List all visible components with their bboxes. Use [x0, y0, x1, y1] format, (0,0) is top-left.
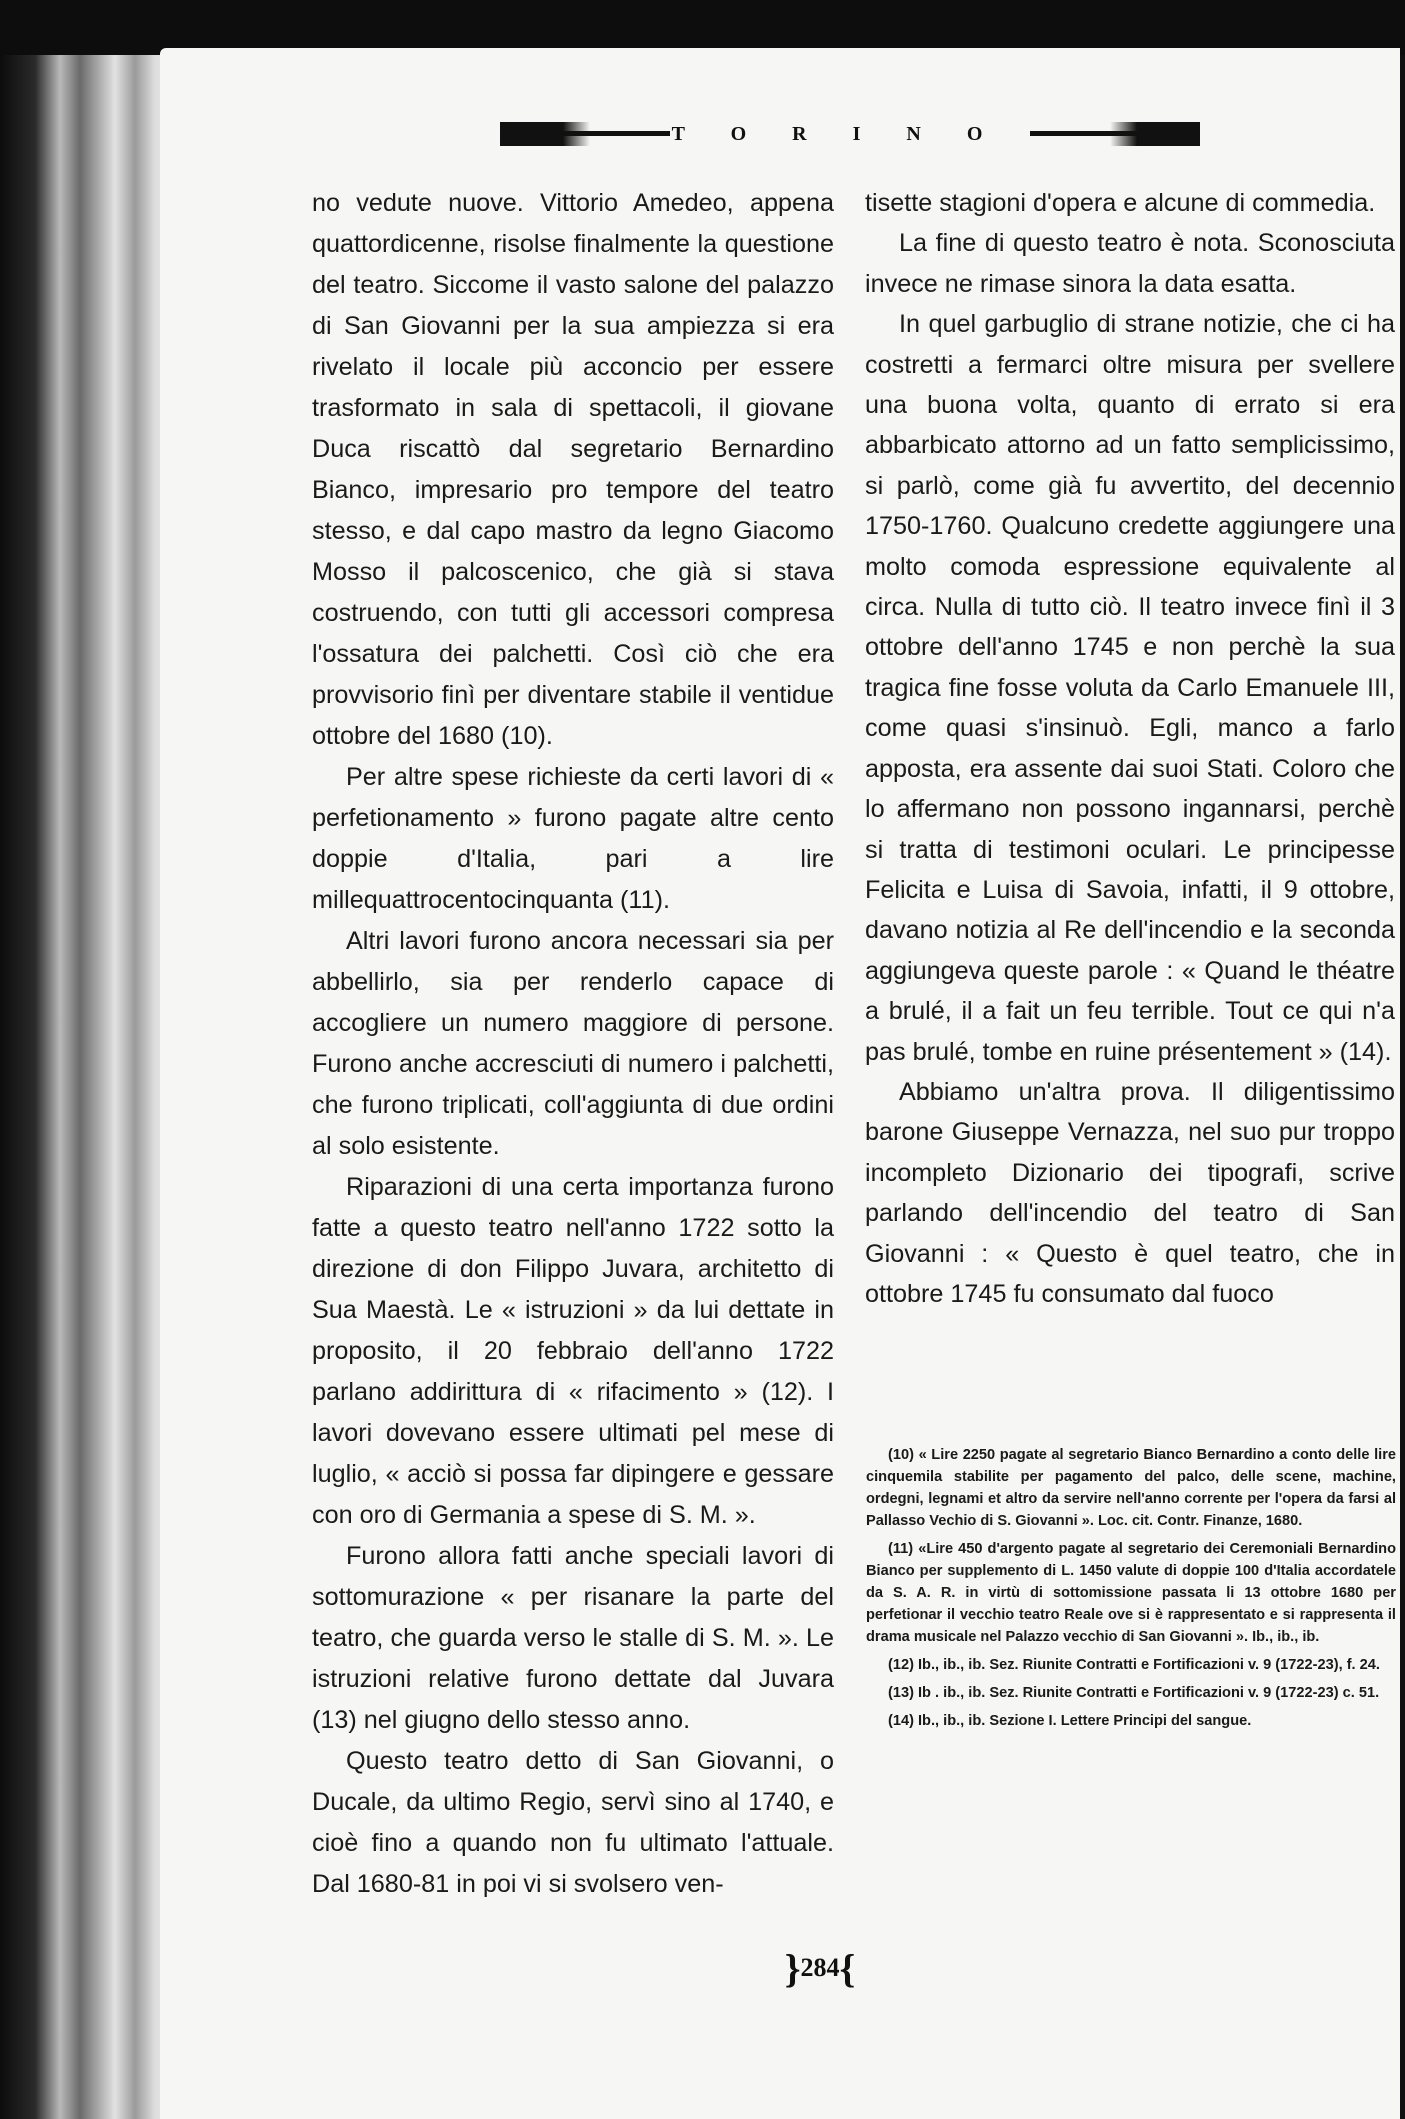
page-number: }284{: [784, 1946, 856, 1991]
paragraph: Altri lavori furono ancora necessari sia per abbellirlo, sia per renderlo capace di accogliere un numero maggiore di persone. Furono anche accresciuti di numero i palchetti, che furono triplicati, coll'aggiunta di due ordini al solo esistente.: [312, 927, 834, 1160]
running-header: [500, 122, 1200, 146]
paragraph: Furono allora fatti anche speciali lavori di sottomurazione « per risanare la parte del teatro, che guarda verso le stalle di S. M. ». Le istruzioni relative furono dettate dal Juvara (13) nel giugno dello stesso anno.: [312, 1542, 834, 1734]
paragraph: Questo teatro detto di San Giovanni, o Ducale, da ultimo Regio, servì sino al 1740, e cioè fino a quando non fu ultimato l'attuale. Dal 1680-81 in poi vi si svolsero ven-: [312, 1747, 834, 1898]
brace-right-ornament: {: [839, 1946, 856, 1991]
brace-left-ornament: }: [784, 1946, 801, 1991]
footnote: (14) Ib., ib., ib. Sezione I. Lettere Principi del sangue.: [888, 1713, 1252, 1729]
footnote: (10) « Lire 2250 pagate al segretario Bianco Bernardino a conto delle lire cinquemila stabilite per pagamento del palco, delle scene, machine, ordegni, legnami et altro da servire nell'anno corrente per l'opera da farsi al Pallasso Vechio di S. Giovanni ». Loc. cit. Contr. Finanze, 1680.: [866, 1447, 1396, 1529]
footnote: (12) Ib., ib., ib. Sez. Riunite Contratti e Fortificazioni v. 9 (1722-23), f. 24.: [888, 1657, 1380, 1673]
text-column-left: [312, 183, 834, 1905]
paragraph: In quel garbuglio di strane notizie, che ci ha costretti a fermarci oltre misura per svellere una buona volta, quanto di errato si era abbarbicato attorno ad un fatto semplicissimo, si parlò, come già fu avvertito, del decennio 1750-1760. Qualcuno credette aggiungere una molto comoda espressione equivalente al circa. Nulla di tutto ciò. Il teatro invece finì il 3 ottobre dell'anno 1745 e non perchè la sua tragica fine fosse voluta da Carlo Emanuele III, come quasi s'insinuò. Egli, manco a farlo apposta, era assente dai suoi Stati. Coloro che lo affermano non possono ingannarsi, perchè si tratta di testimoni oculari. Le principesse Felicita e Luisa di Savoia, infatti, il 9 ottobre, davano notizia al Re dell'incendio e la seconda aggiungeva queste parole : « Quand le théatre a brulé, il a fait un feu terrible. Tout ce qui n'a pas brulé, tombe en ruine présentement » (14).: [865, 310, 1395, 1066]
paragraph: Abbiamo un'altra prova. Il diligentissimo barone Giuseppe Vernazza, nel suo pur troppo incompleto Dizionario dei tipografi, scrive parlando dell'incendio del teatro di San Giovanni : « Questo è quel teatro, che in ottobre 1745 fu consumato dal fuoco: [865, 1077, 1395, 1308]
paragraph: La fine di questo teatro è nota. Sconosciuta invece ne rimase sinora la data esatta.: [865, 229, 1395, 298]
paragraph: no vedute nuove. Vittorio Amedeo, appena quattordicenne, risolse finalmente la questione del teatro. Siccome il vasto salone del palazzo di San Giovanni per la sua ampiezza si era rivelato il locale più acconcio per essere trasformato in sala di spettacoli, il giovane Duca riscattò dal segretario Bernardino Bianco, impresario pro tempore del teatro stesso, e dal capo mastro da legno Giacomo Mosso il palcoscenico, che già si stava costruendo, con tutti gli accessori compresa l'ossatura dei palchetti. Così ciò che era provvisorio finì per diventare stabile il ventidue ottobre del 1680 (10).: [312, 189, 834, 750]
paragraph: tisette stagioni d'opera e alcune di commedia.: [865, 189, 1376, 217]
paragraph: Riparazioni di una certa importanza furono fatte a questo teatro nell'anno 1722 sotto la direzione di don Filippo Juvara, architetto di Sua Maestà. Le « istruzioni » da lui dettate in proposito, il 20 febbraio dell'anno 1722 parlano addirittura di « rifacimento » (12). I lavori dovevano essere ultimati pel mese di luglio, « acciò si possa far dipingere e gessare con oro di Germania a spese di S. M. ».: [312, 1173, 834, 1529]
footnote: (11) «Lire 450 d'argento pagate al segretario dei Ceremoniali Bernardino Bianco per supplemento di L. 1450 valute di doppie 100 d'Italia accordatele da S. A. R. in virtù di sottomissione passata li 13 ottobre 1680 per perfetionar il vecchio teatro Reale ove si è rappresentato e si rappresenta il drama musicale nel Palazzo vecchio di San Giovanni ». Ib., ib., ib.: [866, 1541, 1396, 1645]
running-title: TORINO: [671, 123, 1029, 145]
footnote: (13) Ib . ib., ib. Sez. Riunite Contratti e Fortificazioni v. 9 (1722-23) c. 51.: [888, 1685, 1380, 1701]
footnotes: [866, 1444, 1396, 1738]
scan-border-top: [0, 0, 1405, 55]
paragraph: Per altre spese richieste da certi lavori di « perfetionamento » furono pagate altre cento doppie d'Italia, pari a lire millequattrocentocinquanta (11).: [312, 763, 834, 914]
text-column-right: [865, 183, 1395, 1314]
